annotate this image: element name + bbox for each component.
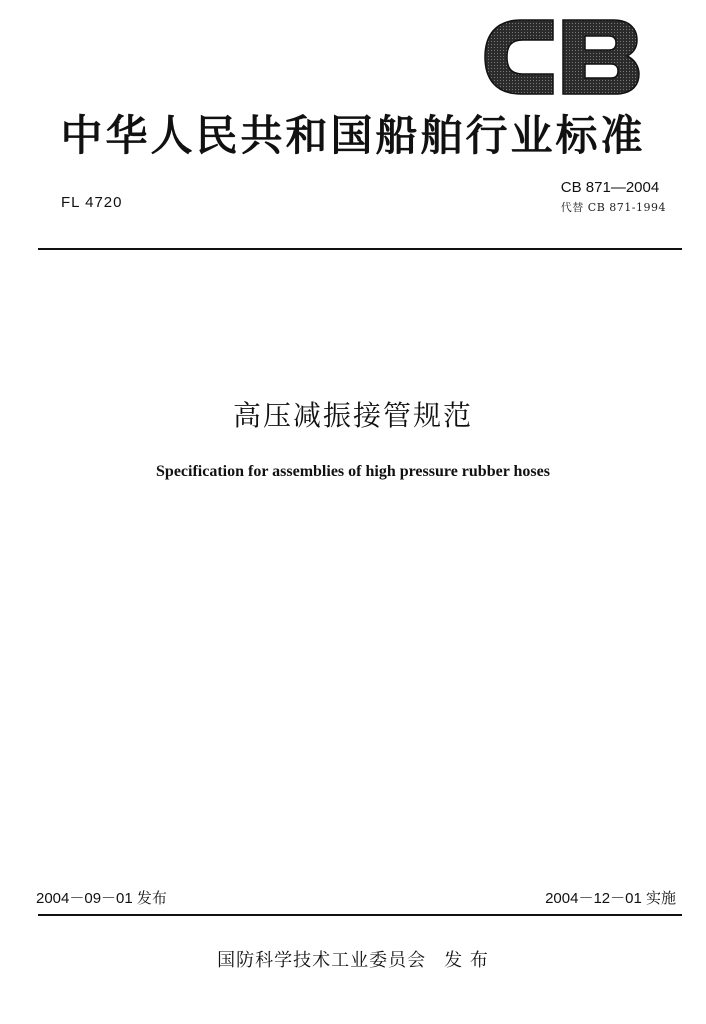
publisher-name: 国防科学技术工业委员会 (217, 950, 427, 971)
standard-number-block (561, 178, 666, 218)
standard-number: CB 871—2004 (560, 179, 660, 196)
header-divider (38, 248, 682, 250)
classification-code: FL 4720 (61, 194, 123, 211)
implementation-date: 2004－12－01 实施 (545, 890, 676, 907)
publisher-line (0, 946, 706, 972)
cb-logo (481, 16, 641, 98)
replaces-standard: 代替 CB 871-1994 (560, 201, 666, 214)
footer-divider (38, 914, 682, 916)
publish-label: 发 布 (444, 950, 489, 971)
standard-title: 中华人民共和国船舶行业标准 (60, 111, 646, 160)
document-title-en: Specification for assemblies of high pressure rubber hoses (156, 463, 550, 480)
issue-date: 2004－09－01 发布 (36, 890, 167, 907)
document-title-cn: 高压减振接管规范 (232, 399, 473, 432)
